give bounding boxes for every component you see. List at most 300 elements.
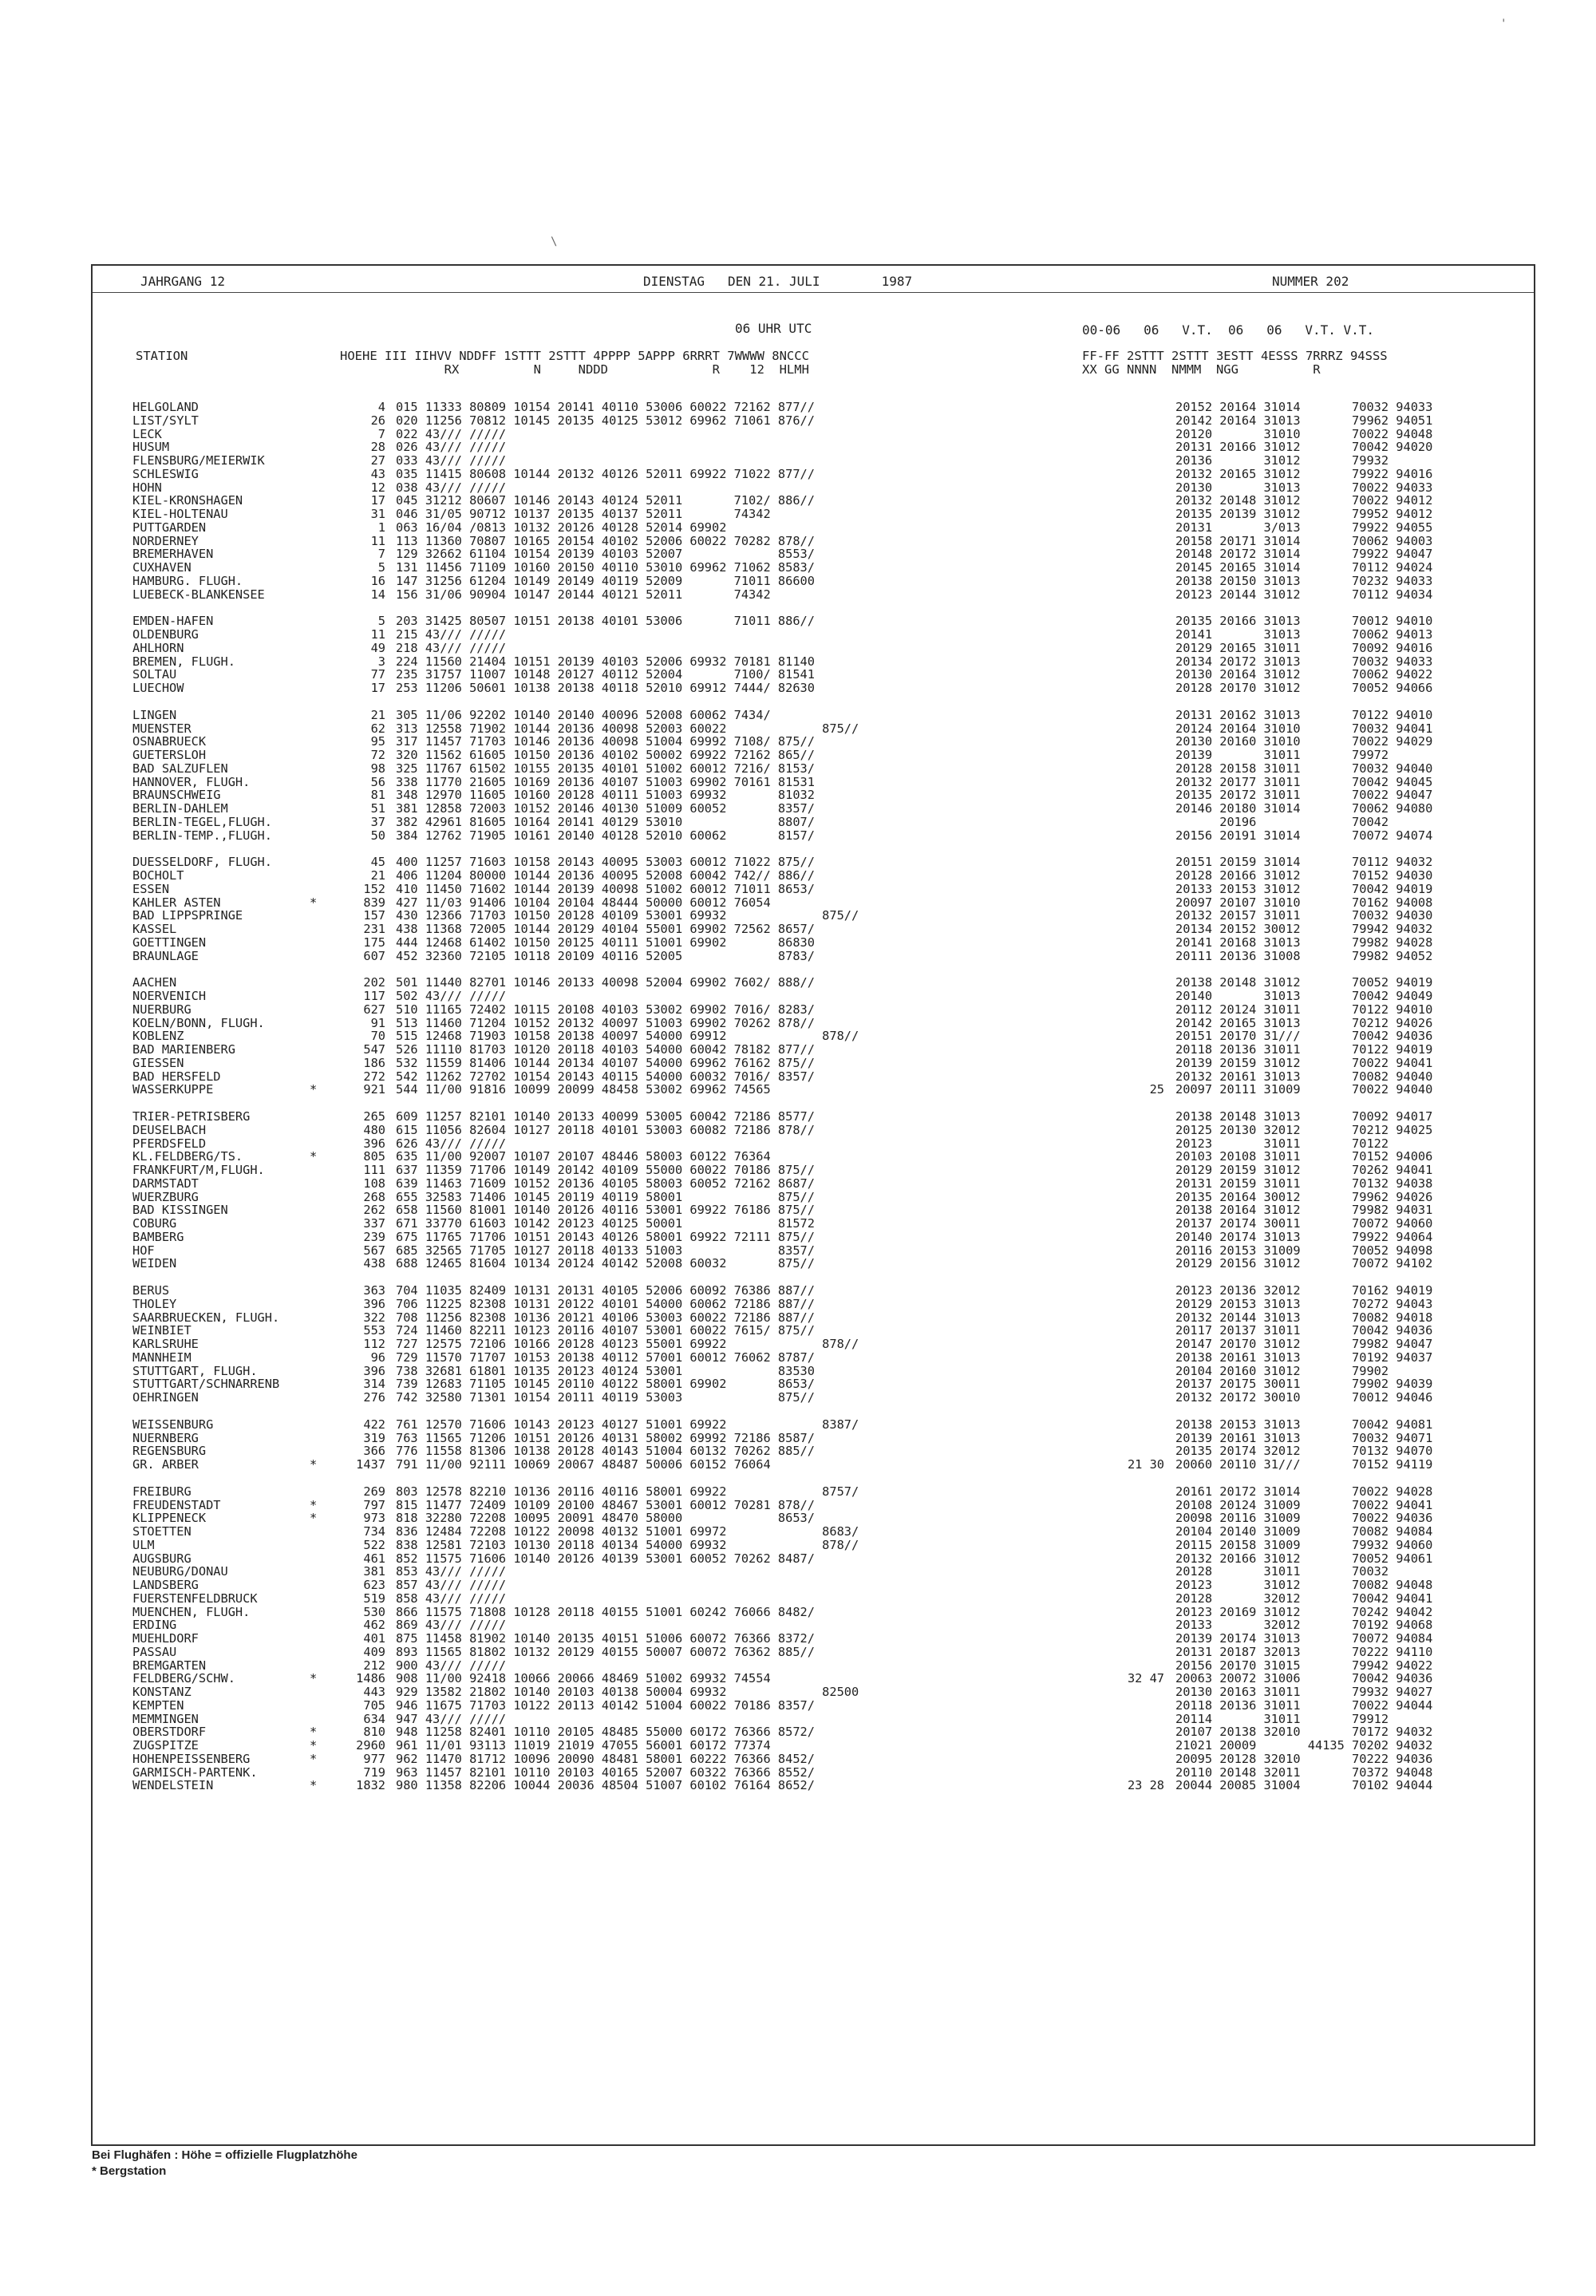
station-row xyxy=(93,667,1534,681)
station-name: KONSTANZ xyxy=(132,1685,192,1699)
station-height: 268 xyxy=(363,1189,385,1204)
synop-groups: 858 43/// ///// xyxy=(396,1591,507,1606)
station-height: 12 xyxy=(370,480,385,495)
station-name: MEMMINGEN xyxy=(132,1711,199,1726)
synop-groups: 963 11457 82101 10110 20103 40165 52007 60322 76366 8552/ xyxy=(396,1764,815,1780)
station-height: 462 xyxy=(363,1618,385,1633)
station-name: BREMERHAVEN xyxy=(132,547,214,562)
station-name: KOELN/BONN, FLUGH. xyxy=(132,1015,265,1030)
station-height: 3 xyxy=(377,654,385,669)
station-name: PFERDSFELD xyxy=(132,1136,207,1151)
extra-groups: 20156 20191 31014 70072 94074 xyxy=(1175,828,1433,843)
bulletin-frame xyxy=(91,264,1535,2146)
synop-groups: 510 11165 72402 10115 20108 40103 53002 69902 7016/ 8283/ xyxy=(396,1002,815,1017)
group-spacer xyxy=(93,1096,1534,1109)
station-height: 11 xyxy=(370,627,385,642)
synop-groups: 400 11257 71603 10158 20143 40095 53003 60012 71022 875// xyxy=(396,855,815,870)
station-height: 108 xyxy=(363,1176,385,1191)
synop-groups: 803 12578 82210 10136 20116 40116 58001 69922 8757/ xyxy=(396,1484,859,1499)
extra-groups: 20131 20159 31011 70132 94038 xyxy=(1175,1176,1433,1191)
station-row xyxy=(93,1685,1534,1698)
station-name: FLENSBURG/MEIERWIK xyxy=(132,453,265,468)
station-name: KIEL-HOLTENAU xyxy=(132,507,228,521)
synop-groups: 948 11258 82401 10110 20105 48485 55000 60172 76366 8572/ xyxy=(396,1725,815,1740)
station-row xyxy=(93,1323,1534,1337)
station-name: BAD MARIENBERG xyxy=(132,1042,235,1057)
right-column-subheader: XX GG NNNN NMMM NGG R xyxy=(1082,362,1321,377)
station-name: FREIBURG xyxy=(132,1484,192,1499)
station-height: 519 xyxy=(363,1591,385,1606)
station-height: 81 xyxy=(370,788,385,803)
extra-groups: 20104 20160 31012 79902 xyxy=(1175,1363,1389,1378)
station-row xyxy=(93,1778,1534,1792)
station-height: 50 xyxy=(370,828,385,843)
station-name: BERLIN-DAHLEM xyxy=(132,801,228,816)
station-row xyxy=(93,453,1534,467)
extra-groups: 20131 20187 32013 70222 94110 xyxy=(1175,1644,1433,1659)
station-name: HOF xyxy=(132,1243,155,1258)
station-height: 805 xyxy=(363,1149,385,1164)
synop-groups: 513 11460 71204 10152 20132 40097 51003 69902 70262 878// xyxy=(396,1015,815,1030)
extra-groups: 20138 20164 31012 79982 94031 xyxy=(1175,1203,1433,1218)
extra-groups: 21021 20009 44135 70202 94032 xyxy=(1175,1738,1433,1753)
station-name: FREUDENSTADT xyxy=(132,1497,221,1512)
synop-groups: 022 43/// ///// xyxy=(396,426,507,441)
station-row xyxy=(93,1752,1534,1765)
extra-groups: 20116 20153 31009 70052 94098 xyxy=(1175,1243,1433,1258)
synop-groups: 791 11/00 92111 10069 20067 48487 50006 60152 76064 xyxy=(396,1457,771,1472)
station-row xyxy=(93,1631,1534,1645)
station-row xyxy=(93,1457,1534,1471)
synop-groups: 382 42961 81605 10164 20141 40129 53010 8807/ xyxy=(396,814,815,829)
station-row xyxy=(93,1190,1534,1203)
station-row xyxy=(93,1765,1534,1779)
station-row xyxy=(93,1712,1534,1725)
synop-groups: 639 11463 71609 10152 20136 40105 58003 60052 72162 8687/ xyxy=(396,1176,815,1191)
synop-groups: 615 11056 82604 10127 20118 40101 53003 60082 72186 878// xyxy=(396,1122,815,1137)
station-height: 461 xyxy=(363,1551,385,1566)
station-name: NOERVENICH xyxy=(132,989,207,1003)
synop-groups: 532 11559 81406 10144 20134 40107 54000 69962 76162 875// xyxy=(396,1055,815,1070)
station-name: CUXHAVEN xyxy=(132,560,192,575)
station-name: KEMPTEN xyxy=(132,1697,184,1713)
station-name: DUESSELDORF, FLUGH. xyxy=(132,855,272,870)
extra-groups: 20139 31011 79972 xyxy=(1175,748,1389,762)
station-height: 522 xyxy=(363,1537,385,1552)
station-row xyxy=(93,560,1534,574)
station-name: NORDERNEY xyxy=(132,533,199,548)
station-height: 269 xyxy=(363,1484,385,1499)
station-height: 112 xyxy=(363,1337,385,1351)
station-row xyxy=(93,1538,1534,1551)
synop-groups: 852 11575 71606 10140 20126 40139 53001 60052 70262 8487/ xyxy=(396,1551,815,1566)
extra-groups: 20158 20171 31014 70062 94003 xyxy=(1175,533,1433,548)
synop-groups: 961 11/01 93113 11019 21019 47055 56001 60172 77374 xyxy=(396,1738,771,1753)
extra-groups: 20131 3/013 79922 94055 xyxy=(1175,520,1433,535)
synop-groups: 430 12366 71703 10150 20128 40109 53001 69932 875// xyxy=(396,908,859,923)
header-rule xyxy=(93,292,1534,293)
station-height: 409 xyxy=(363,1644,385,1659)
extra-groups: 20140 31013 70042 94049 xyxy=(1175,989,1433,1003)
station-name: WEISSENBURG xyxy=(132,1417,214,1432)
station-name: GOETTINGEN xyxy=(132,935,207,950)
wind-gust-groups: 21 30 xyxy=(1127,1457,1164,1472)
group-spacer xyxy=(93,1471,1534,1484)
station-row xyxy=(93,427,1534,441)
station-name: WEIDEN xyxy=(132,1256,177,1271)
main-column-header: HOEHE III IIHVV NDDFF 1STTT 2STTT 4PPPP 5APPP 6RRRT 7WWWW 8NCCC xyxy=(340,349,809,363)
synop-groups: 501 11440 82701 10146 20133 40098 52004 69902 7602/ 888// xyxy=(396,975,815,990)
station-height: 319 xyxy=(363,1430,385,1445)
station-row xyxy=(93,1605,1534,1618)
station-height: 95 xyxy=(370,734,385,749)
station-name: KARLSRUHE xyxy=(132,1337,199,1351)
station-height: 21 xyxy=(370,707,385,722)
synop-groups: 763 11565 71206 10151 20126 40131 58002 69992 72186 8587/ xyxy=(396,1430,815,1445)
synop-groups: 035 11415 80608 10144 20132 40126 52011 69922 71022 877// xyxy=(396,466,815,481)
right-column-header: FF-FF 2STTT 2STTT 3ESTT 4ESSS 7RRRZ 94SSS xyxy=(1082,349,1388,363)
extra-groups: 20130 31013 70022 94033 xyxy=(1175,480,1433,495)
station-name: STUTTGART/SCHNARRENB xyxy=(132,1377,280,1392)
synop-groups: 502 43/// ///// xyxy=(396,989,507,1003)
station-name: BREMEN, FLUGH. xyxy=(132,654,235,669)
station-name: HELGOLAND xyxy=(132,400,199,414)
extra-groups: 20123 20169 31012 70242 94042 xyxy=(1175,1604,1433,1619)
extra-groups: 20135 20164 30012 79962 94026 xyxy=(1175,1189,1433,1204)
synop-groups: 235 31757 11007 10148 20127 40112 52004 7100/ 81541 xyxy=(396,667,815,682)
station-row xyxy=(93,1042,1534,1056)
extra-groups: 20142 20164 31013 79962 94051 xyxy=(1175,413,1433,428)
station-row xyxy=(93,935,1534,949)
wind-gust-groups: 32 47 xyxy=(1127,1671,1164,1686)
synop-groups: 038 43/// ///// xyxy=(396,480,507,495)
synop-groups: 406 11204 80000 10144 20136 40095 52008 60042 742// 886// xyxy=(396,868,815,883)
station-name: AUGSBURG xyxy=(132,1551,192,1566)
station-height: 567 xyxy=(363,1243,385,1258)
station-height: 152 xyxy=(363,881,385,896)
extra-groups: 20103 20108 31011 70152 94006 xyxy=(1175,1149,1433,1164)
station-row xyxy=(93,1176,1534,1190)
station-name: HAMBURG. FLUGH. xyxy=(132,573,243,588)
station-height: 49 xyxy=(370,640,385,655)
station-height: 5 xyxy=(377,614,385,629)
station-name: HOHENPEISSENBERG xyxy=(132,1751,251,1766)
extra-groups: 20151 20159 31014 70112 94032 xyxy=(1175,855,1433,870)
station-flag: * xyxy=(310,1457,318,1472)
station-name: EMDEN-HAFEN xyxy=(132,614,214,629)
extra-groups: 20128 31011 70032 xyxy=(1175,1564,1389,1579)
station-name: OLDENBURG xyxy=(132,627,199,642)
synop-groups: 900 43/// ///// xyxy=(396,1658,507,1673)
station-name: BAD LIPPSPRINGE xyxy=(132,908,243,923)
synop-groups: 675 11765 71706 10151 20143 40126 58001 69922 72111 875// xyxy=(396,1229,815,1244)
station-height: 262 xyxy=(363,1203,385,1218)
synop-groups: 131 11456 71109 10160 20150 40110 53010 69962 71062 8583/ xyxy=(396,560,815,575)
extra-groups: 20097 20111 31009 70022 94040 xyxy=(1175,1082,1433,1097)
station-height: 7 xyxy=(377,426,385,441)
station-height: 77 xyxy=(370,667,385,682)
station-name: DARMSTADT xyxy=(132,1176,199,1191)
station-height: 239 xyxy=(363,1229,385,1244)
synop-groups: 113 11360 70807 10165 20154 40102 52006 60022 70282 878// xyxy=(396,533,815,548)
station-row xyxy=(93,1297,1534,1310)
station-height: 27 xyxy=(370,453,385,468)
synop-groups: 609 11257 82101 10140 20133 40099 53005 60042 72186 8577/ xyxy=(396,1109,815,1124)
station-row xyxy=(93,534,1534,547)
extra-groups: 20147 20170 31012 79982 94047 xyxy=(1175,1337,1433,1351)
extra-groups: 20148 20172 31014 79922 94047 xyxy=(1175,547,1433,562)
station-row xyxy=(93,1618,1534,1631)
station-name: KOBLENZ xyxy=(132,1029,184,1044)
station-height: 72 xyxy=(370,748,385,762)
station-row xyxy=(93,1283,1534,1297)
station-name: ZUGSPITZE xyxy=(132,1738,199,1753)
synop-groups: 635 11/00 92007 10107 20107 48446 58003 60122 76364 xyxy=(396,1149,771,1164)
station-row xyxy=(93,949,1534,962)
station-height: 438 xyxy=(363,1256,385,1271)
station-name: HUSUM xyxy=(132,440,170,455)
station-name: WEINBIET xyxy=(132,1323,192,1338)
station-name: ERDING xyxy=(132,1618,177,1633)
station-row xyxy=(93,788,1534,801)
station-height: 17 xyxy=(370,493,385,508)
issue-number: NUMMER 202 xyxy=(1272,274,1349,289)
station-height: 272 xyxy=(363,1069,385,1084)
issue-date: DIENSTAG DEN 21. JULI 1987 xyxy=(643,274,913,289)
synop-groups: 637 11359 71706 10149 20142 40109 55000 60022 70186 875// xyxy=(396,1163,815,1177)
station-name: LINGEN xyxy=(132,707,177,722)
extra-groups: 20138 20153 31013 70042 94081 xyxy=(1175,1417,1433,1432)
station-flag: * xyxy=(310,1738,318,1753)
station-flag: * xyxy=(310,1671,318,1686)
extra-groups: 20141 31013 70062 94013 xyxy=(1175,627,1433,642)
station-name: AACHEN xyxy=(132,975,177,990)
station-flag: * xyxy=(310,1149,318,1164)
extra-groups: 20134 20172 31013 70032 94033 xyxy=(1175,654,1433,669)
station-height: 314 xyxy=(363,1377,385,1392)
station-row xyxy=(93,1484,1534,1498)
station-flag: * xyxy=(310,1497,318,1512)
wind-gust-groups: 23 28 xyxy=(1127,1778,1164,1793)
group-spacer xyxy=(93,962,1534,975)
station-height: 7 xyxy=(377,547,385,562)
synop-groups: 685 32565 71705 10127 20118 40133 51003 8357/ xyxy=(396,1243,815,1258)
station-height: 396 xyxy=(363,1296,385,1311)
station-row xyxy=(93,922,1534,935)
station-name: BREMGARTEN xyxy=(132,1658,207,1673)
station-height: 705 xyxy=(363,1697,385,1713)
extra-groups: 20130 20164 31012 70062 94022 xyxy=(1175,667,1433,682)
extra-groups: 20131 20162 31013 70122 94010 xyxy=(1175,707,1433,722)
station-name: MANNHEIM xyxy=(132,1350,192,1365)
synop-groups: 147 31256 61204 10149 20149 40119 52009 71011 86600 xyxy=(396,573,815,588)
synop-groups: 727 12575 72106 10166 20128 40123 55001 69922 878// xyxy=(396,1337,859,1351)
station-height: 175 xyxy=(363,935,385,950)
station-name: FUERSTENFELDBRUCK xyxy=(132,1591,258,1606)
group-spacer xyxy=(93,600,1534,614)
station-name: AHLHORN xyxy=(132,640,184,655)
station-row xyxy=(93,587,1534,601)
extra-groups: 20118 20136 31011 70122 94019 xyxy=(1175,1042,1433,1057)
synop-groups: 452 32360 72105 10118 20109 40116 52005 8783/ xyxy=(396,948,815,963)
extra-groups: 20138 20150 31013 70232 94033 xyxy=(1175,573,1433,588)
extra-groups: 20124 20164 31010 70032 94041 xyxy=(1175,721,1433,736)
wind-gust-groups: 25 xyxy=(1149,1082,1164,1097)
synop-groups: 438 11368 72005 10144 20129 40104 55001 69902 72562 8657/ xyxy=(396,922,815,936)
station-name: BERLIN-TEMP.,FLUGH. xyxy=(132,828,272,843)
observation-time: 06 UHR UTC xyxy=(735,321,812,336)
station-row xyxy=(93,1364,1534,1377)
station-name: TRIER-PETRISBERG xyxy=(132,1109,251,1124)
synop-groups: 688 12465 81604 10134 20124 40142 52008 60032 875// xyxy=(396,1256,815,1271)
station-height: 422 xyxy=(363,1417,385,1432)
station-name: NEUBURG/DONAU xyxy=(132,1564,228,1579)
synop-groups: 046 31/05 90712 10137 20135 40137 52011 74342 xyxy=(396,507,771,521)
station-name: REGENSBURG xyxy=(132,1444,207,1459)
synop-groups: 947 43/// ///// xyxy=(396,1711,507,1726)
station-row xyxy=(93,1203,1534,1216)
synop-groups: 857 43/// ///// xyxy=(396,1578,507,1592)
station-row xyxy=(93,574,1534,587)
station-height: 117 xyxy=(363,989,385,1003)
extra-groups: 20152 20164 31014 70032 94033 xyxy=(1175,400,1433,414)
station-height: 56 xyxy=(370,774,385,789)
extra-groups: 20138 20148 31013 70092 94017 xyxy=(1175,1109,1433,1124)
synop-groups: 980 11358 82206 10044 20036 48504 51007 60102 76164 8652/ xyxy=(396,1778,815,1793)
station-height: 337 xyxy=(363,1216,385,1231)
station-height: 45 xyxy=(370,855,385,870)
station-row xyxy=(93,440,1534,453)
extra-groups: 20123 31012 70082 94048 xyxy=(1175,1578,1433,1592)
station-height: 634 xyxy=(363,1711,385,1726)
station-name: LIST/SYLT xyxy=(132,413,199,428)
station-row xyxy=(93,815,1534,828)
station-row xyxy=(93,775,1534,788)
station-row xyxy=(93,748,1534,761)
station-name: STOETTEN xyxy=(132,1524,192,1539)
extra-groups: 20156 20170 31015 79942 94022 xyxy=(1175,1658,1433,1673)
station-name: BAMBERG xyxy=(132,1229,184,1244)
extra-groups: 20132 20144 31013 70082 94018 xyxy=(1175,1310,1433,1325)
extra-groups: 20114 31011 79912 xyxy=(1175,1711,1389,1726)
synop-groups: 033 43/// ///// xyxy=(396,453,507,468)
synop-groups: 742 32580 71301 10154 20111 40119 53003 875// xyxy=(396,1390,815,1405)
station-row xyxy=(93,1377,1534,1390)
station-height: 14 xyxy=(370,587,385,602)
station-height: 91 xyxy=(370,1015,385,1030)
station-row xyxy=(93,1002,1534,1016)
synop-groups: 708 11256 82308 10136 20121 40106 53003 60022 72186 887// xyxy=(396,1310,815,1325)
station-row xyxy=(93,1524,1534,1538)
station-height: 839 xyxy=(363,895,385,910)
station-name: NUERBURG xyxy=(132,1002,192,1017)
extra-groups: 20139 20174 31013 70072 94084 xyxy=(1175,1631,1433,1646)
station-row xyxy=(93,547,1534,560)
station-row xyxy=(93,1123,1534,1136)
station-row xyxy=(93,681,1534,694)
station-height: 366 xyxy=(363,1444,385,1459)
synop-groups: 348 12970 11605 10160 20128 40111 51003 69932 81032 xyxy=(396,788,815,803)
station-height: 627 xyxy=(363,1002,385,1017)
station-row xyxy=(93,641,1534,654)
synop-groups: 869 43/// ///// xyxy=(396,1618,507,1633)
station-height: 1832 xyxy=(356,1778,385,1793)
station-row xyxy=(93,801,1534,815)
extra-groups: 20132 20165 31012 79922 94016 xyxy=(1175,466,1433,481)
station-name: BOCHOLT xyxy=(132,868,184,883)
station-height: 1486 xyxy=(356,1671,385,1686)
right-block-times: 00-06 06 V.T. 06 06 V.T. V.T. xyxy=(1082,322,1375,338)
station-height: 734 xyxy=(363,1524,385,1539)
extra-groups: 20139 20159 31012 70022 94041 xyxy=(1175,1055,1433,1070)
station-row xyxy=(93,1578,1534,1591)
station-name: FELDBERG/SCHW. xyxy=(132,1671,235,1686)
synop-groups: 542 11262 72702 10154 20143 40115 54000 60032 7016/ 8357/ xyxy=(396,1069,815,1084)
synop-groups: 706 11225 82308 10131 20122 40101 54000 60062 72186 887// xyxy=(396,1296,815,1311)
synop-groups: 338 11770 21605 10169 20136 40107 51003 69902 70161 81531 xyxy=(396,774,815,789)
station-height: 1437 xyxy=(356,1457,385,1472)
synop-groups: 515 12468 71903 10158 20138 40097 54000 69912 878// xyxy=(396,1029,859,1044)
extra-groups: 20130 20160 31010 70022 94029 xyxy=(1175,734,1433,749)
station-height: 4 xyxy=(377,400,385,414)
station-flag: * xyxy=(310,1511,318,1526)
synop-groups: 818 32280 72208 10095 20091 48470 58000 8653/ xyxy=(396,1511,815,1526)
station-height: 157 xyxy=(363,908,385,923)
station-name: OEHRINGEN xyxy=(132,1390,199,1405)
extra-groups: 20161 20172 31014 70022 94028 xyxy=(1175,1484,1433,1499)
synop-groups: 427 11/03 91406 10104 20104 48444 50000 60012 76054 xyxy=(396,895,771,910)
extra-groups: 20137 20174 30011 70072 94060 xyxy=(1175,1216,1433,1231)
extra-groups: 20134 20152 30012 79942 94032 xyxy=(1175,922,1433,936)
synop-groups: 655 32583 71406 10145 20119 40119 58001 875// xyxy=(396,1189,815,1204)
station-name: HOHN xyxy=(132,480,162,495)
synop-groups: 317 11457 71703 10146 20136 40098 51004 69992 7108/ 875// xyxy=(396,734,815,749)
synop-groups: 313 12558 71902 10144 20136 40098 52003 60022 875// xyxy=(396,721,859,736)
extra-groups: 20132 20177 31011 70042 94045 xyxy=(1175,774,1433,789)
station-row xyxy=(93,507,1534,520)
station-name: SCHLESWIG xyxy=(132,466,199,481)
station-row xyxy=(93,708,1534,721)
synop-groups: 045 31212 80607 10146 20143 40124 52011 7102/ 886// xyxy=(396,493,815,508)
synop-groups: 893 11565 81802 10132 20129 40155 50007 60072 76362 885// xyxy=(396,1644,815,1659)
station-height: 28 xyxy=(370,440,385,455)
station-name: BERLIN-TEGEL,FLUGH. xyxy=(132,814,272,829)
station-name: PUTTGARDEN xyxy=(132,520,207,535)
extra-groups: 20130 20163 31011 79932 94027 xyxy=(1175,1685,1433,1699)
station-row xyxy=(93,1109,1534,1123)
station-row xyxy=(93,721,1534,735)
station-row xyxy=(93,895,1534,909)
synop-groups: 325 11767 61502 10155 20135 40101 51002 60012 7216/ 8153/ xyxy=(396,761,815,776)
synop-groups: 203 31425 80507 10151 20138 40101 53006 71011 886// xyxy=(396,614,815,629)
scan-mark: ' xyxy=(1500,18,1507,30)
station-row xyxy=(93,1417,1534,1431)
scan-mark: \ xyxy=(551,235,558,248)
synop-groups: 305 11/06 92202 10140 20140 40096 52008 60062 7434/ xyxy=(396,707,771,722)
extra-groups: 20138 20148 31012 70052 94019 xyxy=(1175,975,1433,990)
station-height: 973 xyxy=(363,1511,385,1526)
station-row xyxy=(93,493,1534,507)
extra-groups: 20097 20107 31010 70162 94008 xyxy=(1175,895,1433,910)
station-name: MUEHLDORF xyxy=(132,1631,199,1646)
synop-groups: 526 11110 81703 10120 20118 40103 54000 60042 78182 877// xyxy=(396,1042,815,1057)
extra-groups: 20145 20165 31014 70112 94024 xyxy=(1175,560,1433,575)
extra-groups: 20128 20158 31011 70032 94040 xyxy=(1175,761,1433,776)
station-row xyxy=(93,1564,1534,1578)
station-name: ESSEN xyxy=(132,881,170,896)
synop-groups: 866 11575 71808 10128 20118 40155 51001 60242 76066 8482/ xyxy=(396,1604,815,1619)
station-height: 98 xyxy=(370,761,385,776)
